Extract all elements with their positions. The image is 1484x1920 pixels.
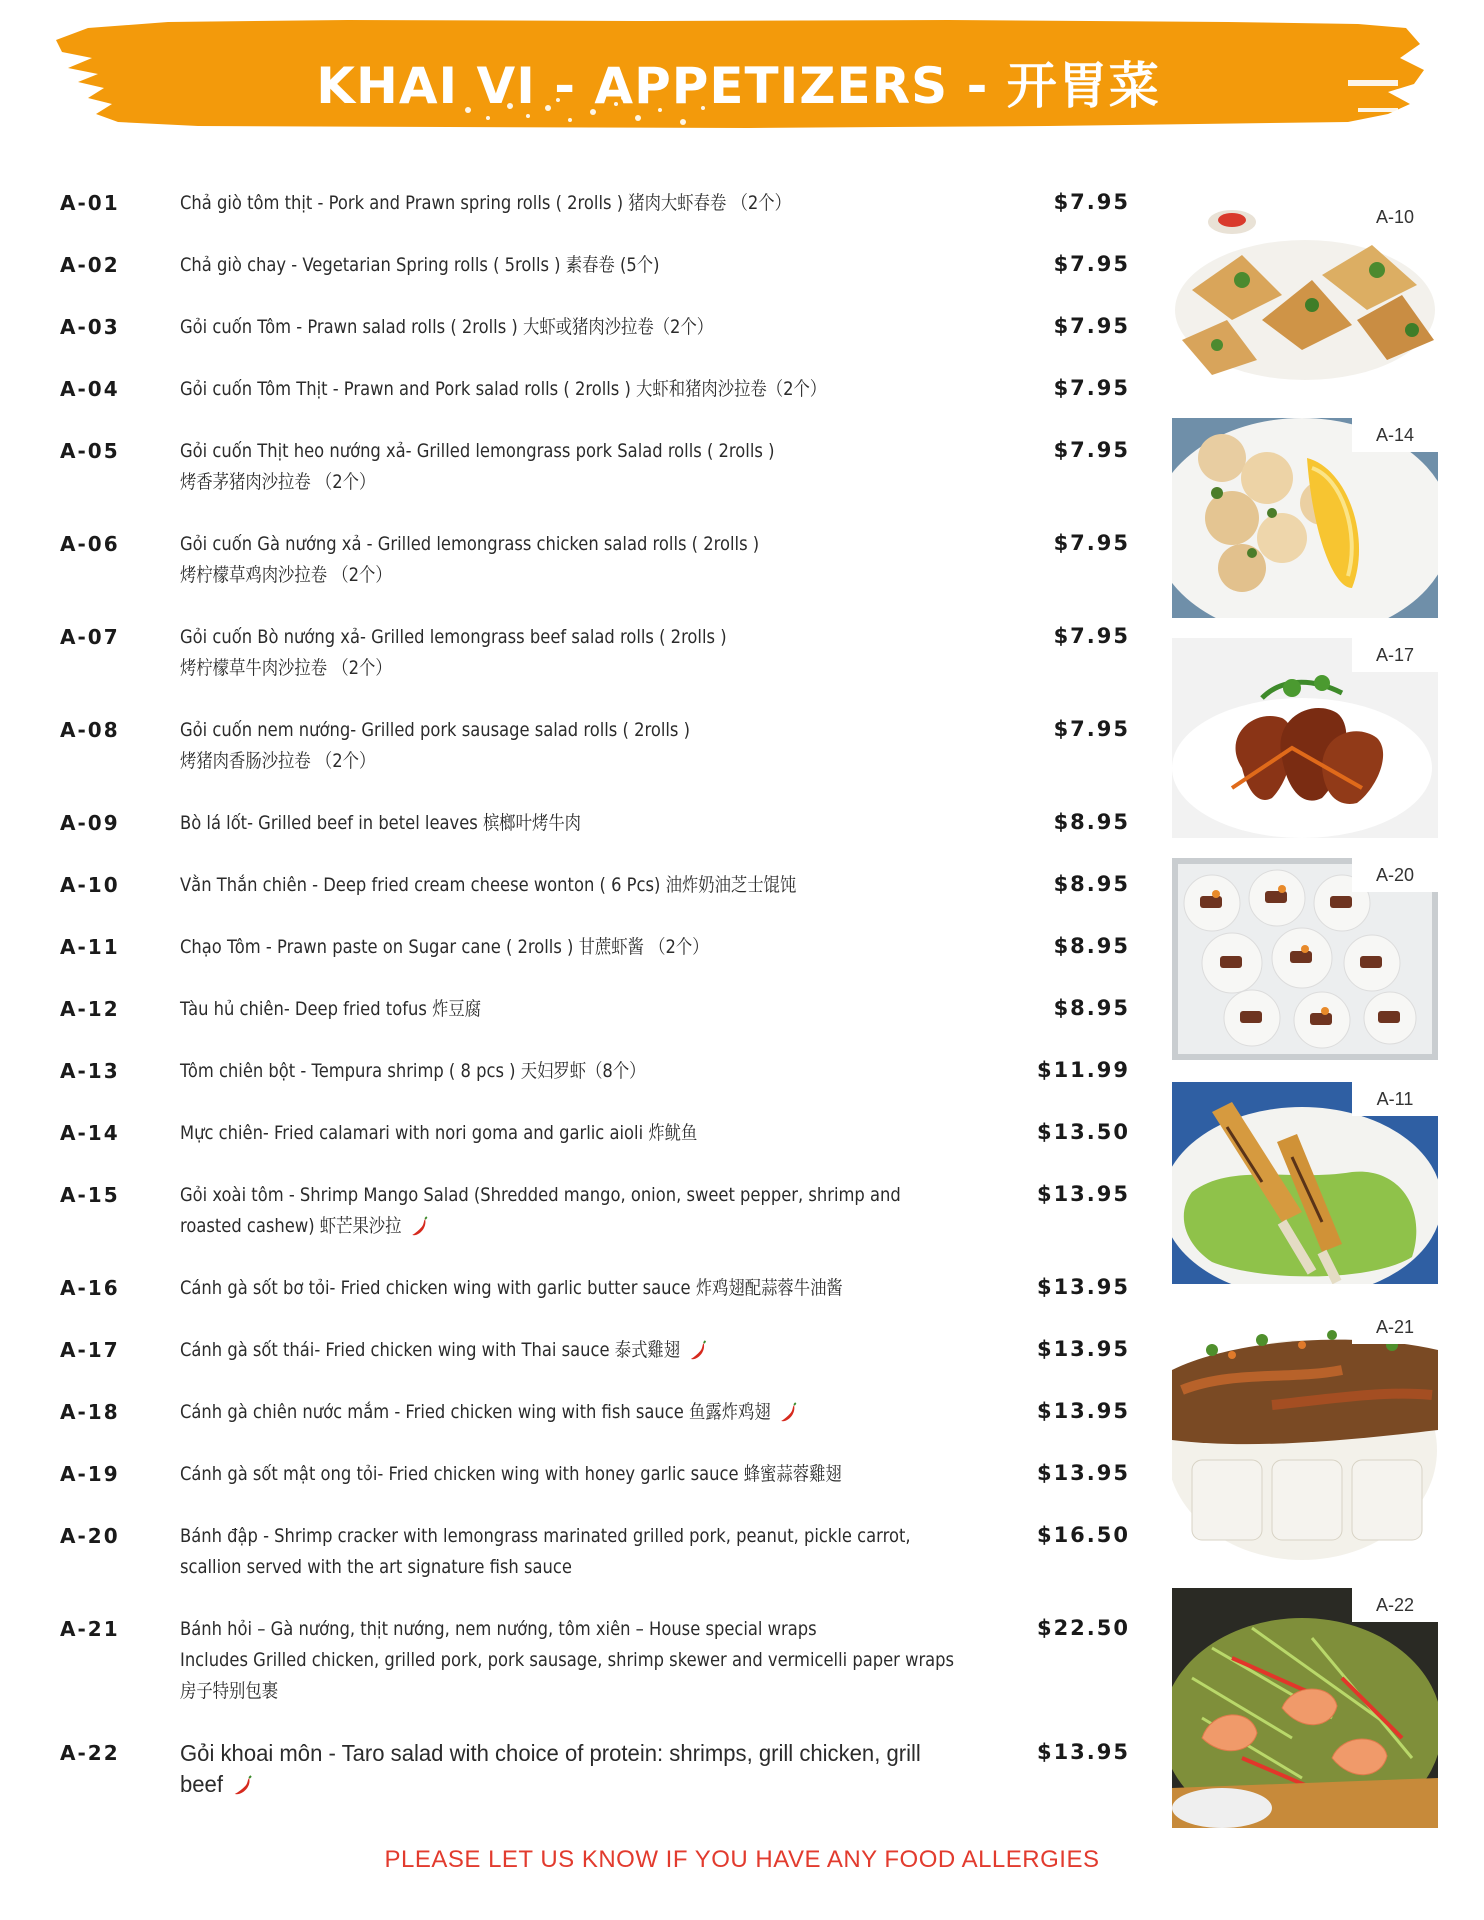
menu-item — [60, 1614, 1130, 1707]
menu-item — [60, 808, 1130, 839]
item-price: $7.95 — [1053, 438, 1130, 462]
item-code: A-21 — [60, 1617, 120, 1641]
item-code: A-17 — [60, 1338, 120, 1362]
item-price: $13.50 — [1036, 1120, 1130, 1144]
menu-item — [60, 250, 1130, 281]
menu-item — [60, 1397, 1130, 1428]
chili-pepper-icon — [779, 1402, 798, 1424]
page-title: KHAI VI - APPETIZERS - 开胃菜 — [316, 57, 1160, 115]
item-description: Chạo Tôm - Prawn paste on Sugar cane ( 2rolls ) 甘蔗虾酱 （2个） — [180, 936, 709, 958]
item-description: Chả giò tôm thịt - Pork and Prawn spring rolls ( 2rolls ) 猪肉大虾春卷 （2个） — [180, 192, 791, 214]
item-code: A-09 — [60, 811, 120, 835]
item-price: $13.95 — [1036, 1182, 1130, 1206]
item-description: Bánh hỏi – Gà nướng, thịt nướng, nem nướng, tôm xiên – House special wraps Includes Grilled chicken, grilled pork, pork sausage, shrimp skewer and vermicelli paper wraps 房子特别包裹 — [180, 1618, 955, 1702]
item-description: Vằn Thắn chiên - Deep fried cream cheese wonton ( 6 Pcs) 油炸奶油芝士馄饨 — [180, 874, 797, 896]
item-price: $7.95 — [1053, 252, 1130, 276]
item-description: Cánh gà sốt thái- Fried chicken wing with Thai sauce 泰式雞翅 — [180, 1335, 911, 1366]
item-code: A-22 — [60, 1741, 120, 1765]
item-code: A-13 — [60, 1059, 120, 1083]
item-description: Mực chiên- Fried calamari with nori goma and garlic aioli 炸鱿鱼 — [180, 1122, 698, 1144]
chili-pepper-icon — [410, 1216, 429, 1238]
menu-item — [60, 870, 1130, 901]
photo-label: A-21 — [1352, 1310, 1438, 1344]
item-price: $11.99 — [1036, 1058, 1130, 1082]
menu-item — [60, 622, 1130, 684]
item-description: Gỏi cuốn Gà nướng xả - Grilled lemongrass chicken salad rolls ( 2rolls ) 烤柠檬草鸡肉沙拉卷 （2个） — [180, 533, 760, 586]
item-description: Gỏi cuốn Bò nướng xả- Grilled lemongrass beef salad rolls ( 2rolls ) 烤柠檬草牛肉沙拉卷 （2个） — [180, 626, 727, 679]
item-description: Gỏi xoài tôm - Shrimp Mango Salad (Shredded mango, onion, sweet pepper, shrimp and roasted cashew) 虾芒果沙拉 — [180, 1184, 901, 1237]
item-price: $7.95 — [1053, 376, 1130, 400]
menu-item — [60, 1521, 1130, 1583]
item-price: $8.95 — [1053, 934, 1130, 958]
item-code: A-01 — [60, 191, 120, 215]
item-code: A-12 — [60, 997, 120, 1021]
menu-item — [60, 1118, 1130, 1149]
item-code: A-10 — [60, 873, 120, 897]
item-code: A-05 — [60, 439, 120, 463]
menu-item — [60, 994, 1130, 1025]
food-photo-shrimp-cracker — [1172, 858, 1438, 1060]
photo-label: A-22 — [1352, 1588, 1438, 1622]
menu-item — [60, 436, 1130, 498]
house-wraps-photo — [1172, 1310, 1438, 1562]
menu-item — [60, 1273, 1130, 1304]
food-photo-wonton — [1172, 200, 1438, 392]
item-description: Cánh gà chiên nước mắm - Fried chicken wing with fish sauce 鱼露炸鸡翅 — [180, 1397, 911, 1428]
item-price: $8.95 — [1053, 810, 1130, 834]
photo-label: A-20 — [1352, 858, 1438, 892]
item-code: A-02 — [60, 253, 120, 277]
menu-item — [60, 1335, 1130, 1366]
photo-label: A-14 — [1352, 418, 1438, 452]
menu-item — [60, 312, 1130, 343]
item-description: Bò lá lốt- Grilled beef in betel leaves 槟榔叶烤牛肉 — [180, 812, 582, 834]
item-description: Gỏi cuốn Thịt heo nướng xả- Grilled lemongrass pork Salad rolls ( 2rolls ) 烤香茅猪肉沙拉卷 （2个） — [180, 440, 775, 493]
item-code: A-16 — [60, 1276, 120, 1300]
menu-item — [60, 715, 1130, 777]
item-price: $13.95 — [1036, 1275, 1130, 1299]
item-description: Gỏi cuốn Tôm - Prawn salad rolls ( 2rolls ) 大虾或猪肉沙拉卷（2个） — [180, 316, 714, 338]
item-price: $7.95 — [1053, 314, 1130, 338]
item-price: $13.95 — [1036, 1337, 1130, 1361]
food-photo-calamari — [1172, 418, 1438, 618]
item-description: Gỏi cuốn nem nướng- Grilled pork sausage salad rolls ( 2rolls ) 烤猪肉香肠沙拉卷 （2个） — [180, 719, 690, 772]
chili-pepper-icon — [233, 1775, 254, 1797]
item-description: Chả giò chay - Vegetarian Spring rolls ( 5rolls ) 素春卷 (5个) — [180, 254, 660, 276]
item-price: $13.95 — [1036, 1740, 1130, 1764]
item-price: $13.95 — [1036, 1399, 1130, 1423]
item-description: Gỏi khoai môn - Taro salad with choice of protein: shrimps, grill chicken, grill beef — [180, 1740, 921, 1797]
item-code: A-07 — [60, 625, 120, 649]
food-photo-house-wraps — [1172, 1310, 1438, 1562]
menu-item — [60, 188, 1130, 219]
food-photo-taro-salad — [1172, 1588, 1438, 1828]
item-code: A-15 — [60, 1183, 120, 1207]
item-code: A-20 — [60, 1524, 120, 1548]
chili-pepper-icon — [689, 1340, 708, 1362]
item-description: Bánh đập - Shrimp cracker with lemongrass marinated grilled pork, peanut, pickle carrot, scallion served with the art signature fish sauce — [180, 1525, 911, 1578]
menu-item — [60, 1056, 1130, 1087]
item-price: $7.95 — [1053, 624, 1130, 648]
menu-item — [60, 529, 1130, 591]
item-description: Tôm chiên bột - Tempura shrimp ( 8 pcs ) 天妇罗虾（8个） — [180, 1060, 646, 1082]
item-code: A-11 — [60, 935, 120, 959]
item-code: A-08 — [60, 718, 120, 742]
item-description: Cánh gà sốt mật ong tỏi- Fried chicken wing with honey garlic sauce 蜂蜜蒜蓉雞翅 — [180, 1463, 842, 1485]
item-price: $8.95 — [1053, 872, 1130, 896]
allergy-notice: PLEASE LET US KNOW IF YOU HAVE ANY FOOD ALLERGIES — [384, 1846, 1100, 1873]
menu-item — [60, 1738, 1130, 1800]
photo-label: A-10 — [1352, 200, 1438, 234]
item-price: $7.95 — [1053, 531, 1130, 555]
item-description: Cánh gà sốt bơ tỏi- Fried chicken wing with garlic butter sauce 炸鸡翅配蒜蓉牛油酱 — [180, 1277, 843, 1299]
title-banner — [48, 18, 1428, 130]
photo-label: A-11 — [1352, 1082, 1438, 1116]
item-code: A-04 — [60, 377, 120, 401]
item-code: A-06 — [60, 532, 120, 556]
photo-label: A-17 — [1352, 638, 1438, 672]
item-price: $16.50 — [1036, 1523, 1130, 1547]
item-price: $13.95 — [1036, 1461, 1130, 1485]
menu-item — [60, 1459, 1130, 1490]
item-price: $7.95 — [1053, 717, 1130, 741]
item-code: A-19 — [60, 1462, 120, 1486]
item-price: $7.95 — [1053, 190, 1130, 214]
item-price: $8.95 — [1053, 996, 1130, 1020]
item-description: Tàu hủ chiên- Deep fried tofus 炸豆腐 — [180, 998, 482, 1020]
taro-salad-photo — [1172, 1588, 1438, 1828]
menu-item — [60, 374, 1130, 405]
food-photo-sugarcane-prawn — [1172, 1082, 1438, 1284]
item-code: A-14 — [60, 1121, 120, 1145]
menu-item — [60, 932, 1130, 963]
item-code: A-18 — [60, 1400, 120, 1424]
item-description: Gỏi cuốn Tôm Thịt - Prawn and Pork salad rolls ( 2rolls ) 大虾和猪肉沙拉卷（2个） — [180, 378, 827, 400]
food-photo-chicken-wing — [1172, 638, 1438, 838]
menu-item — [60, 1180, 1130, 1242]
item-price: $22.50 — [1036, 1616, 1130, 1640]
item-code: A-03 — [60, 315, 120, 339]
